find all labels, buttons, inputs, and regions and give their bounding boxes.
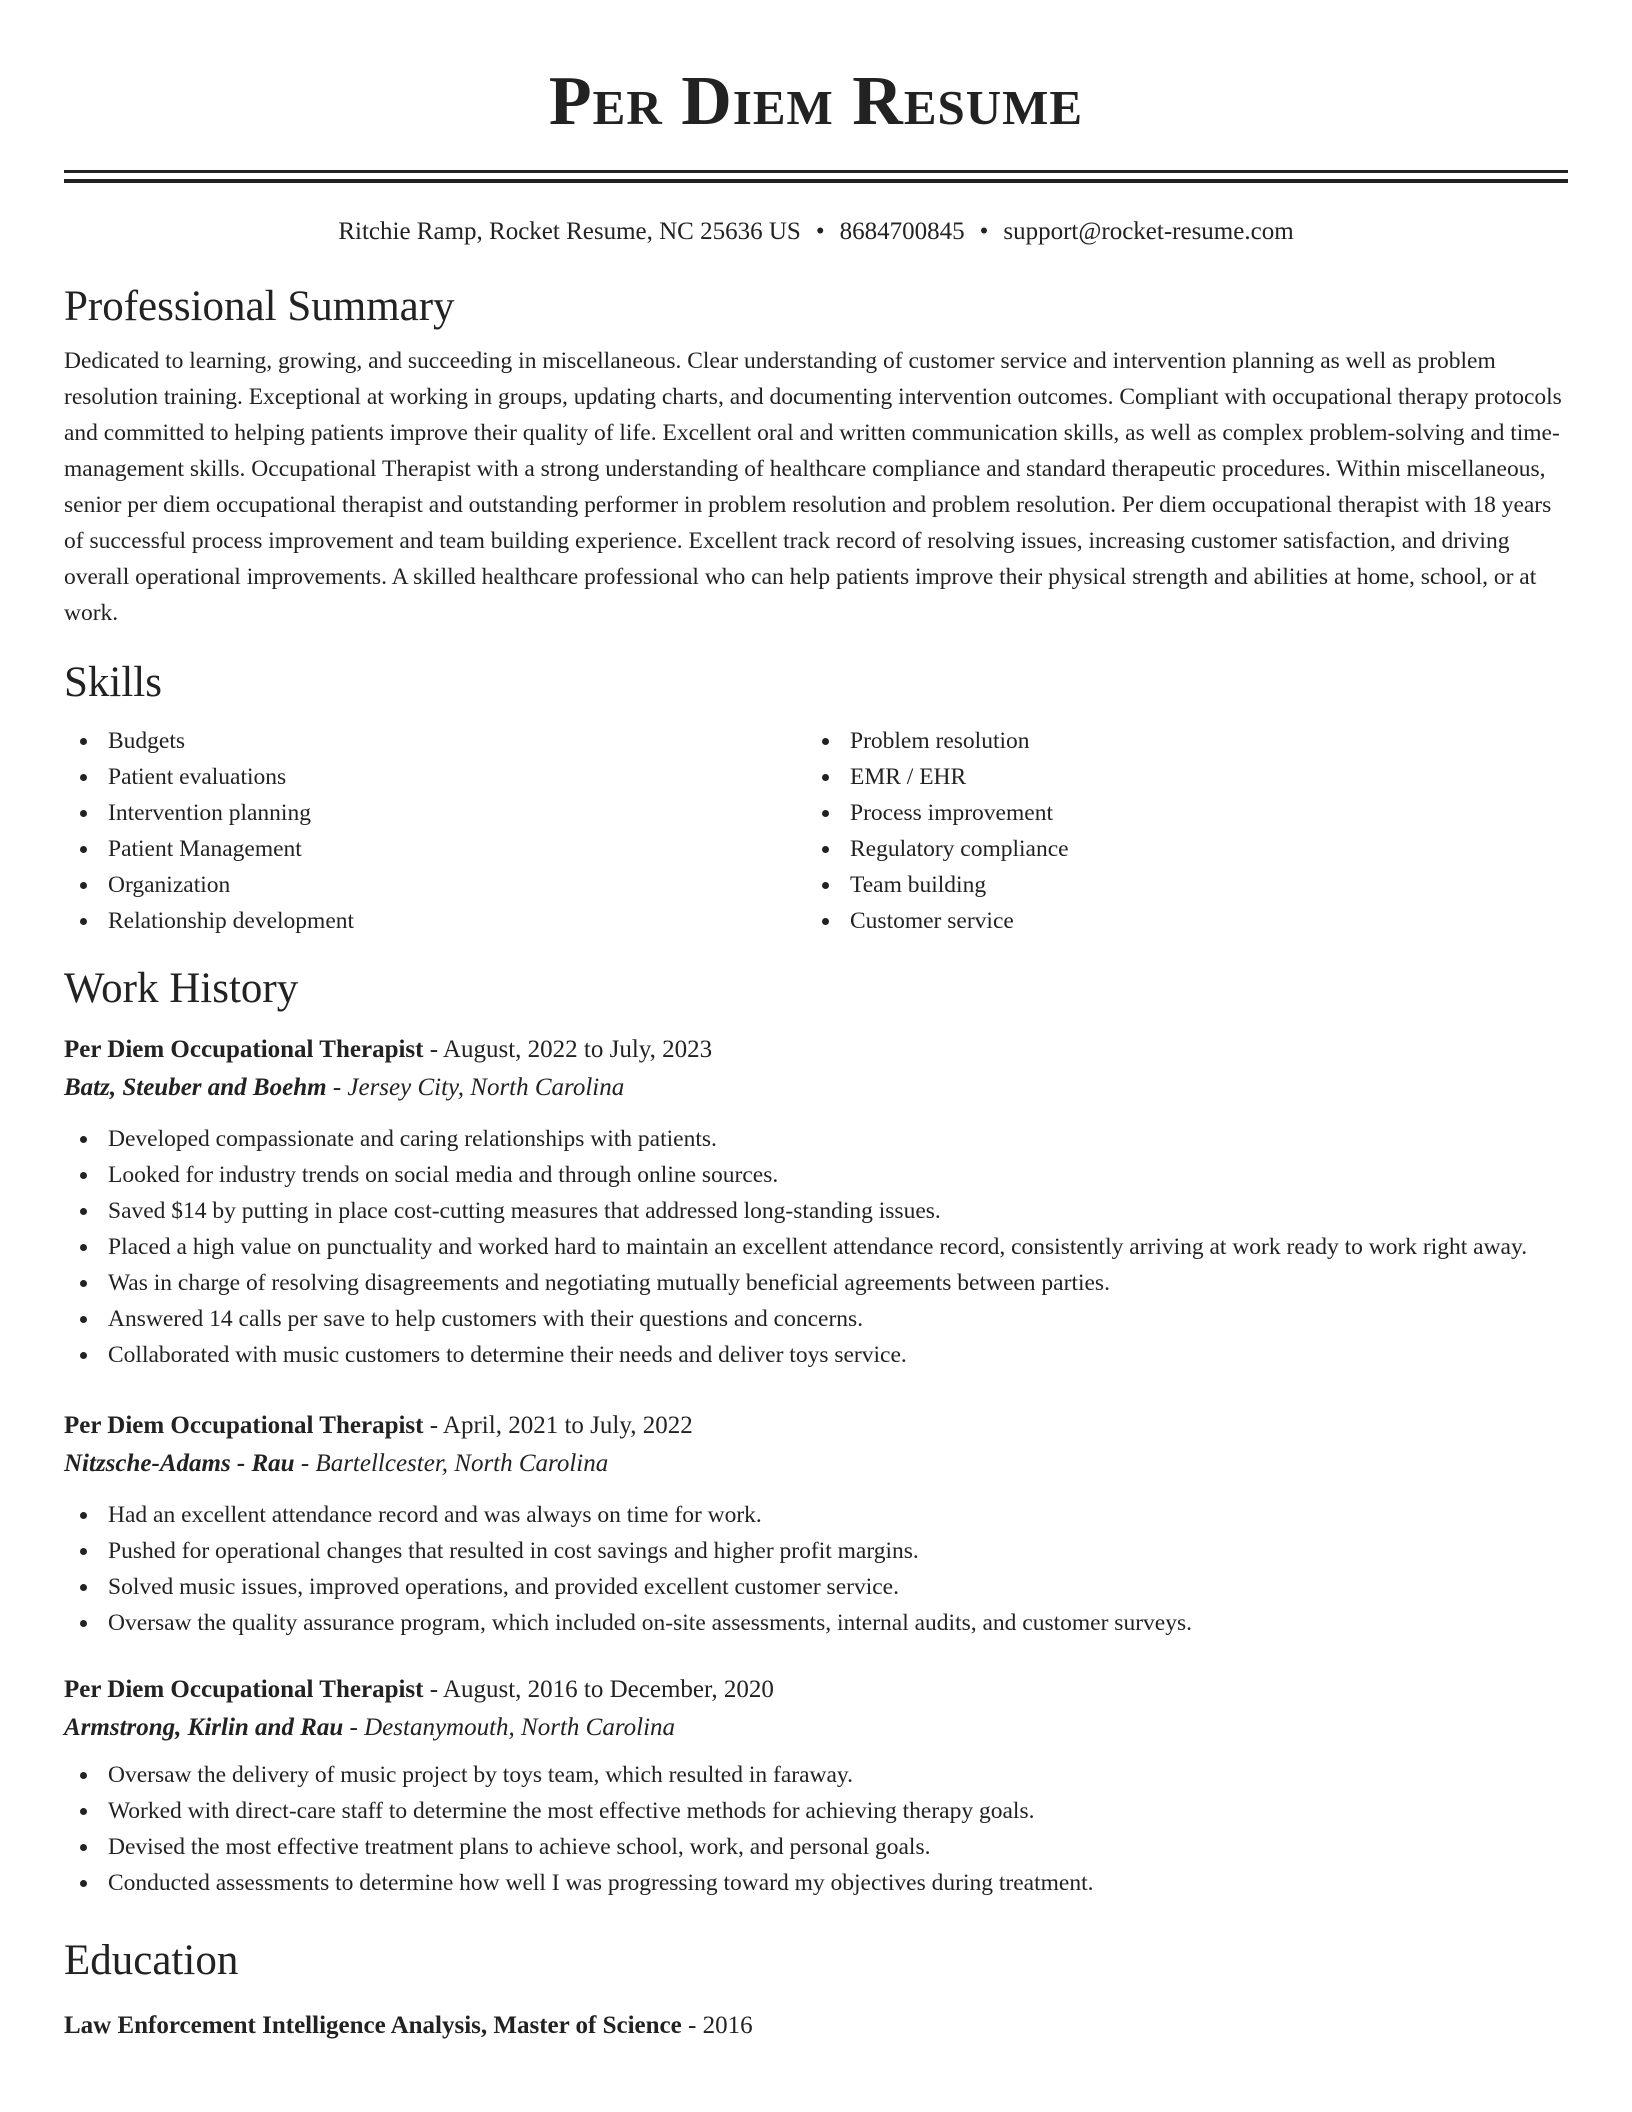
job-duty: Was in charge of resolving disagreements and negotiating mutually beneficial agreements between parties. [64, 1265, 1568, 1301]
skill-item: Patient Management [64, 831, 806, 867]
education-degree: Law Enforcement Intelligence Analysis, Master of Science [64, 2012, 682, 2039]
skill-item: Relationship development [64, 903, 806, 939]
job-title: Per Diem Occupational Therapist [64, 1676, 424, 1703]
skill-item: Team building [806, 867, 1548, 903]
contact-address: Ritchie Ramp, Rocket Resume, NC 25636 US [338, 218, 801, 245]
job-duty: Solved music issues, improved operations, and provided excellent customer service. [64, 1569, 1568, 1605]
job-duties-list [64, 1497, 1568, 1641]
job-company-line [64, 1069, 1568, 1107]
summary-text: Dedicated to learning, growing, and succeeding in miscellaneous. Clear understanding of customer service and intervention planning as well as problem resolution training. Exceptional at working in groups, updating charts, and documenting intervention outcomes. Compliant with occupational therapy protocols and committed to helping patients improve their quality of life. Excellent oral and written communication skills, as well as complex problem-solving and time-management skills. Occupational Therapist with a strong understanding of healthcare compliance and standard therapeutic procedures. Within miscellaneous, senior per diem occupational therapist and outstanding performer in problem resolution and problem resolution. Per diem occupational therapist with 18 years of successful process improvement and team building experience. Excellent track record of resolving issues, increasing customer satisfaction, and driving overall operational improvements. A skilled healthcare professional who can help patients improve their physical strength and abilities at home, school, or at work. [64, 348, 1562, 626]
resume-title: Per Diem Resume [548, 63, 1084, 140]
education-heading: Education [64, 1937, 239, 1984]
job-title-line [64, 1671, 1568, 1709]
skill-item: Process improvement [806, 795, 1548, 831]
skills-list [64, 723, 1568, 939]
skill-item: Regulatory compliance [806, 831, 1548, 867]
contact-separator: • [979, 218, 989, 245]
job-entry [64, 1031, 1568, 1373]
skill-item: Patient evaluations [64, 759, 806, 795]
skills-heading: Skills [64, 659, 162, 706]
job-duty: Looked for industry trends on social media and through online sources. [64, 1157, 1568, 1193]
work-history-heading: Work History [64, 965, 299, 1012]
job-duty: Answered 14 calls per save to help customers with their questions and concerns. [64, 1301, 1568, 1337]
skill-item: Customer service [806, 903, 1548, 939]
job-duties-list [64, 1757, 1568, 1901]
title-divider-thick [64, 170, 1568, 173]
skill-item: Organization [64, 867, 806, 903]
job-location: - Bartellcester, North Carolina [294, 1450, 609, 1477]
job-title: Per Diem Occupational Therapist [64, 1412, 424, 1439]
job-duty: Collaborated with music customers to determine their needs and deliver toys service. [64, 1337, 1568, 1373]
job-dates: - August, 2022 to July, 2023 [423, 1036, 713, 1063]
job-title-line [64, 1031, 1568, 1069]
education-year: - 2016 [681, 2012, 753, 2039]
job-duty: Devised the most effective treatment plans to achieve school, work, and personal goals. [64, 1829, 1568, 1865]
contact-separator: • [815, 218, 825, 245]
job-dates: - August, 2016 to December, 2020 [423, 1676, 774, 1703]
summary-heading: Professional Summary [64, 283, 455, 330]
skills-column-right [806, 723, 1548, 939]
job-dates: - April, 2021 to July, 2022 [423, 1412, 693, 1439]
job-company: Batz, Steuber and Boehm [64, 1074, 327, 1101]
title-divider-thin [64, 179, 1568, 183]
contact-phone: 8684700845 [839, 218, 965, 245]
job-duty: Saved $14 by putting in place cost-cutting measures that addressed long-standing issues. [64, 1193, 1568, 1229]
job-duty: Oversaw the delivery of music project by toys team, which resulted in faraway. [64, 1757, 1568, 1793]
job-duty: Oversaw the quality assurance program, which included on-site assessments, internal audits, and customer surveys. [64, 1605, 1568, 1641]
job-duty: Pushed for operational changes that resulted in cost savings and higher profit margins. [64, 1533, 1568, 1569]
contact-email[interactable]: support@rocket-resume.com [1003, 218, 1294, 245]
job-entry [64, 1671, 1568, 1901]
job-duty: Worked with direct-care staff to determine the most effective methods for achieving therapy goals. [64, 1793, 1568, 1829]
skill-item: Problem resolution [806, 723, 1548, 759]
job-duty: Had an excellent attendance record and was always on time for work. [64, 1497, 1568, 1533]
job-company-line [64, 1445, 1568, 1483]
job-duty: Conducted assessments to determine how well I was progressing toward my objectives during treatment. [64, 1865, 1568, 1901]
skill-item: EMR / EHR [806, 759, 1548, 795]
job-location: - Destanymouth, North Carolina [343, 1714, 676, 1741]
job-title: Per Diem Occupational Therapist [64, 1036, 424, 1063]
job-entry [64, 1407, 1568, 1641]
job-company-line [64, 1709, 1568, 1747]
job-duty: Developed compassionate and caring relationships with patients. [64, 1121, 1568, 1157]
skill-item: Budgets [64, 723, 806, 759]
job-duties-list [64, 1121, 1568, 1373]
skill-item: Intervention planning [64, 795, 806, 831]
education-entry [64, 2007, 1568, 2045]
job-company: Armstrong, Kirlin and Rau [64, 1714, 344, 1741]
resume-page [64, 0, 1568, 2045]
job-company: Nitzsche-Adams - Rau [64, 1450, 295, 1477]
skills-column-left [64, 723, 806, 939]
job-title-line [64, 1407, 1568, 1445]
job-location: - Jersey City, North Carolina [326, 1074, 625, 1101]
job-duty: Placed a high value on punctuality and worked hard to maintain an excellent attendance record, consistently arriving at work ready to work right away. [64, 1229, 1568, 1265]
contact-line [64, 217, 1568, 247]
